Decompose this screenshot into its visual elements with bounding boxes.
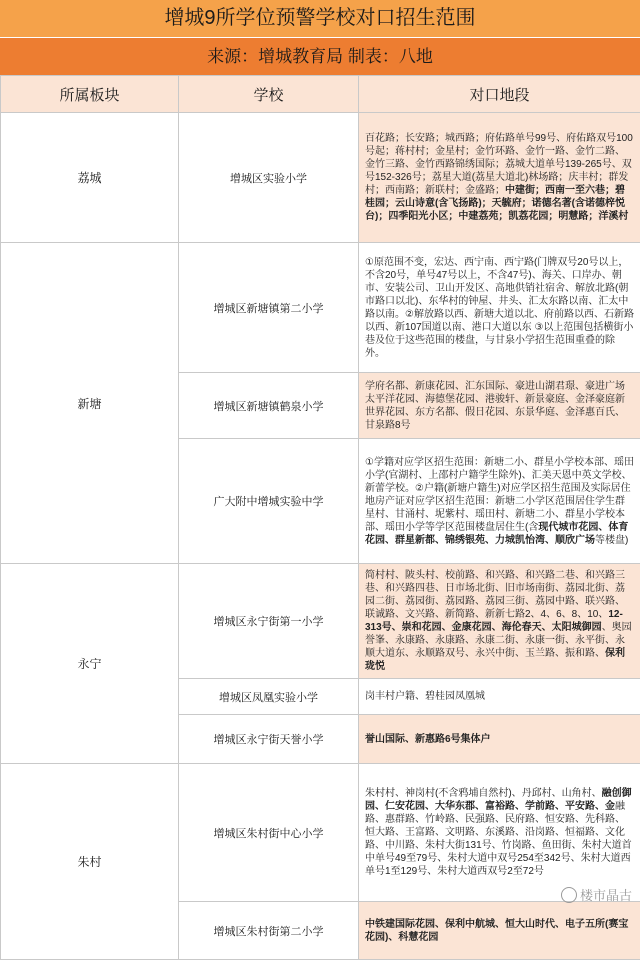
school-name-cell: 增城区朱村街第二小学: [179, 902, 359, 960]
area-text: 学府名都、新康花园、汇东国际、豪进山湖君璟、豪进广场太平洋花园、海德堡花园、港骏轩、新景豪庭、金泽豪庭新世界花园、东方名都、假日花园、东景华庭、金泽惠百氏、甘泉路8号: [365, 381, 625, 431]
school-name-cell: 增城区永宁街天誉小学: [179, 715, 359, 764]
table-header-row: [1, 76, 640, 113]
area-text: ①原范围不变，宏达、西宁南、西宁路(门牌双号20号以上，不含20号，单号47号以上，不含47号)、海关、口岸办、朝市、安装公司、卫山开发区、高地供销社宿舍、解放北路(朝市路口以北)、东华村的钟屋、井头、汇太东路以南、汇太中路以南。②解放路以西、新塘大道以北、府前路以西、石新路以西、新107国道以南、港口大道以东 ③以上范围包括横街小巷及位于这些范围的楼盘，与甘泉小学招生范围重叠的除外。: [365, 257, 634, 359]
enrollment-table: [0, 75, 640, 960]
area-text-bold: 中建街；西南一至六巷；碧桂园；云山诗意(含飞扬路)；天毓府；诺德名著(含诺德梓悦台)；四季阳光小区；中建荔苑；凯荔花园；明慧路；洋溪村: [365, 185, 628, 222]
area-text-bold: 中铁建国际花园、保利中航城、恒大山时代、电子五所(赛宝花园)、科慧花园: [365, 919, 628, 943]
area-cell: [359, 564, 640, 679]
school-name-cell: 增城区永宁街第一小学: [179, 564, 359, 679]
school-name-cell: 增城区新塘镇鹤泉小学: [179, 373, 359, 439]
table-row: [1, 564, 640, 679]
area-cell: [359, 764, 640, 902]
area-text: 岗丰村户籍、碧桂园凤凰城: [365, 691, 485, 702]
school-name-cell: 增城区新塘镇第二小学: [179, 243, 359, 373]
source-line: 来源：增城教育局 制表：八地: [0, 38, 640, 75]
table-row: [1, 764, 640, 902]
school-name-cell: 广大附中增城实验中学: [179, 439, 359, 564]
area-cell: [359, 679, 640, 715]
area-cell: [359, 902, 640, 960]
column-header-school: 学校: [179, 76, 359, 113]
watermark-logo-icon: [561, 887, 577, 903]
area-text: 等楼盘): [595, 535, 628, 546]
school-name-cell: 增城区朱村街中心小学: [179, 764, 359, 902]
area-text: 融路、惠群路、竹岭路、民强路、民府路、恒安路、先科路、恒大路、王富路、文明路、东溪路、沿岗路、恒福路、文化路、中川路、朱村大街131号、竹岗路、鱼田街、朱村大道首中单号49至79号、朱村大道中双号254至342号、朱村大道西单号1至129号、朱村大道西双号2至72号: [365, 801, 632, 877]
school-name-cell: 增城区凤凰实验小学: [179, 679, 359, 715]
column-header-area: 对口地段: [359, 76, 640, 113]
district-cell: 永宁: [1, 564, 179, 764]
area-text-bold: 保利珑悦: [365, 648, 625, 672]
area-text: ①学籍对应学区招生范围：新塘二小、群星小学校本部、瑶田小学(官湖村、上邵村户籍学生除外)、汇美天恩中英文学校、新蕾学校。②户籍(新塘户籍生)对应学区招生范围及实际居住地房产证对应学区招生范围：新塘二小学区范围居住学生群星村、甘涌村、坭紫村、瑶田村、新塘二小、群星小学校本部、瑶田小学等学区范围楼盘居住生(含: [365, 457, 634, 533]
area-text: 简村村、陂头村、校前路、和兴路、和兴路二巷、和兴路三巷、和兴路四巷、日市场北街、旧市场南街、荔园北街、荔园二街、荔园街、荔园路、荔园三街、荔园中路、联兴路、联诚路、文兴路、新简路、新新七路2、4、6、8、10、: [365, 570, 625, 620]
area-text-bold: 12-313号、崇和花园、金康花园、海伦春天、太阳城御园: [365, 609, 623, 633]
watermark-text: 楼市晶古: [580, 885, 632, 904]
area-cell: [359, 243, 640, 373]
district-cell: 新塘: [1, 243, 179, 564]
page-title: 增城9所学位预警学校对口招生范围: [0, 0, 640, 38]
area-cell: [359, 113, 640, 243]
watermark: [561, 885, 632, 904]
area-cell: [359, 373, 640, 439]
district-cell: 朱村: [1, 764, 179, 960]
area-cell: [359, 715, 640, 764]
table-row: [1, 113, 640, 243]
area-text: 百花路；长安路；城西路；府佑路单号99号、府佑路双号100号起；蒋村村；金星村；金竹环路、金竹一路、金竹二路、金竹三路、金竹西路锦绣国际；荔城大道单号139-265号、双号152-326号；荔星大道(荔星大道北)林场路；庆丰村；群发村；西南路；新联村；金盛路；: [365, 133, 633, 196]
column-header-district: 所属板块: [1, 76, 179, 113]
area-text-bold: 誉山国际、新惠路6号集体户: [365, 734, 491, 745]
area-text: 朱村村、神岗村(不含鸦埔自然村)、丹邱村、山角村、: [365, 788, 602, 799]
area-text: 、奥园誉峯、永康路、永康路、永康二街、永康一街、永平街、永顺大道东、永顺路双号、永兴中街、玉兰路、振和路、: [365, 622, 632, 659]
table-row: [1, 243, 640, 373]
district-cell: 荔城: [1, 113, 179, 243]
area-cell: [359, 439, 640, 564]
school-name-cell: 增城区实验小学: [179, 113, 359, 243]
area-text-bold: 现代城市花园、体育花园、群星新都、锦绣银苑、力城凯怡湾、顺欣广场: [365, 522, 628, 546]
area-text-bold: 融创御园、仁安花园、大华东郡、富裕路、学前路、平安路、金: [365, 788, 632, 812]
